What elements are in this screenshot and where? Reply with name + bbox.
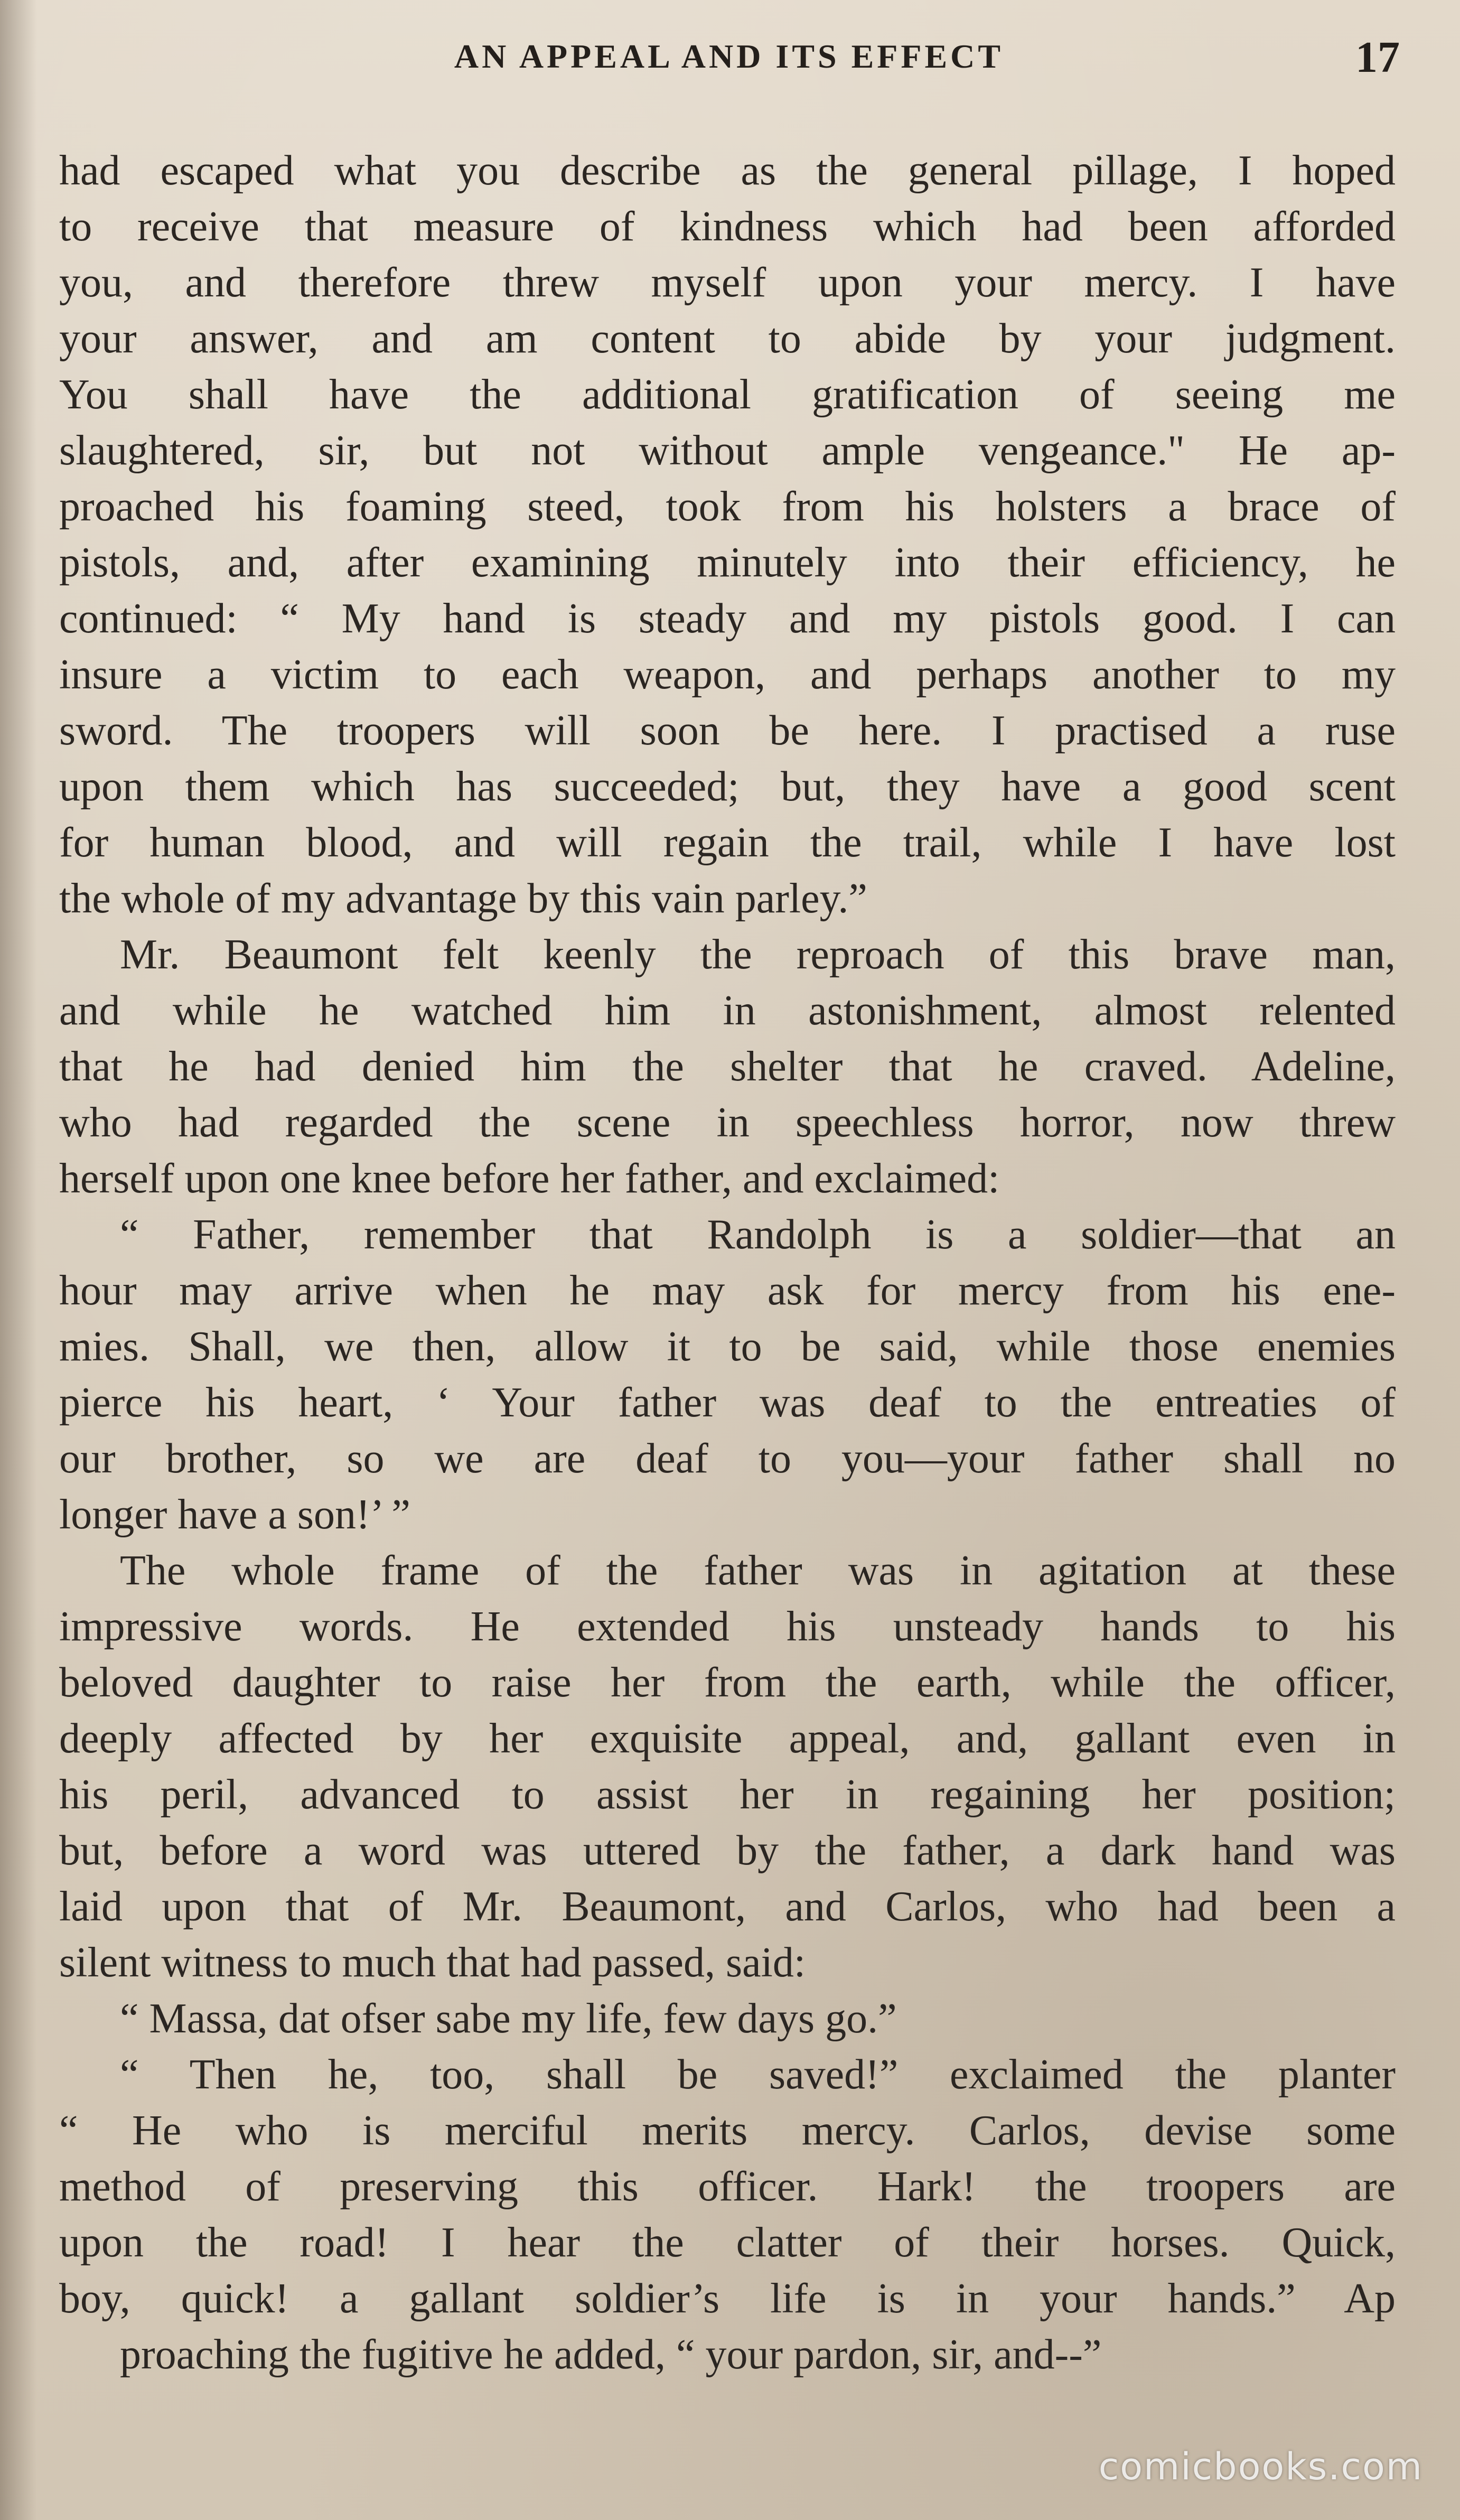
text-line: mies. Shall, we then, allow it to be said, while those enemies [59, 1323, 1396, 1370]
text-line: impressive words. He extended his unsteady hands to his [59, 1603, 1396, 1650]
text-line: but, before a word was uttered by the father, a dark hand was [59, 1827, 1396, 1874]
page-number: 17 [1355, 33, 1400, 82]
text-line: insure a victim to each weapon, and perhaps another to my [59, 651, 1396, 698]
text-line: “ Then he, too, shall be saved!” exclaimed the planter [120, 2051, 1396, 2098]
text-line: slaughtered, sir, but not without ample vengeance." He ap- [59, 427, 1396, 474]
text-line: our brother, so we are deaf to you—your father shall no [59, 1435, 1396, 1482]
text-line: laid upon that of Mr. Beaumont, and Carlos, who had been a [59, 1883, 1396, 1930]
text-line: sword. The troopers will soon be here. I practised a ruse [59, 707, 1396, 754]
text-line: his peril, advanced to assist her in regaining her position; [59, 1771, 1396, 1818]
text-line: longer have a son!’ ” [59, 1491, 410, 1538]
text-line: upon the road! I hear the clatter of their horses. Quick, [59, 2219, 1396, 2266]
text-line: boy, quick! a gallant soldier’s life is in your hands.” Ap [59, 2275, 1396, 2322]
spine-shadow [0, 0, 37, 2520]
text-line: and while he watched him in astonishment, almost relented [59, 987, 1396, 1034]
text-line: You shall have the additional gratification of seeing me [59, 371, 1396, 418]
text-line: for human blood, and will regain the trail, while I have lost [59, 819, 1396, 866]
text-line: herself upon one knee before her father, and exclaimed: [59, 1155, 1000, 1202]
text-line: Mr. Beaumont felt keenly the reproach of this brave man, [120, 931, 1396, 978]
text-line: who had regarded the scene in speechless horror, now threw [59, 1099, 1396, 1146]
text-line: deeply affected by her exquisite appeal, and, gallant even in [59, 1715, 1396, 1762]
watermark: comicbooks.com [1098, 2445, 1423, 2488]
text-line: “ Father, remember that Randolph is a soldier—that an [120, 1211, 1396, 1258]
text-line: method of preserving this officer. Hark! the troopers are [59, 2163, 1396, 2210]
text-line: hour may arrive when he may ask for mercy from his ene- [59, 1267, 1396, 1314]
text-line: “ Massa, dat ofser sabe my life, few days go.” [120, 1995, 897, 2042]
text-line: the whole of my advantage by this vain parley.” [59, 875, 867, 922]
running-head: AN APPEAL AND ITS EFFECT [454, 38, 1004, 75]
text-line: proached his foaming steed, took from his holsters a brace of [59, 483, 1396, 530]
text-line: upon them which has succeeded; but, they have a good scent [59, 763, 1396, 810]
text-line: pierce his heart, ‘ Your father was deaf to the entreaties of [59, 1379, 1396, 1426]
text-line: “ He who is merciful merits mercy. Carlos, devise some [59, 2107, 1396, 2154]
text-line: continued: “ My hand is steady and my pistols good. I can [59, 595, 1396, 642]
text-line: silent witness to much that had passed, said: [59, 1939, 806, 1986]
page-header [58, 32, 1400, 95]
text-line: had escaped what you describe as the general pillage, I hoped [59, 147, 1396, 194]
text-line: proaching the fugitive he added, “ your pardon, sir, and--” [120, 2331, 1102, 2378]
text-line: beloved daughter to raise her from the earth, while the officer, [59, 1659, 1396, 1706]
body-text [59, 143, 1396, 2383]
text-line: that he had denied him the shelter that he craved. Adeline, [59, 1043, 1396, 1090]
text-line: to receive that measure of kindness which had been afforded [59, 203, 1396, 250]
text-line: your answer, and am content to abide by your judgment. [59, 315, 1396, 362]
text-line: pistols, and, after examining minutely into their efficiency, he [59, 539, 1396, 586]
text-line: The whole frame of the father was in agitation at these [120, 1547, 1396, 1594]
text-line: you, and therefore threw myself upon your mercy. I have [59, 259, 1396, 306]
